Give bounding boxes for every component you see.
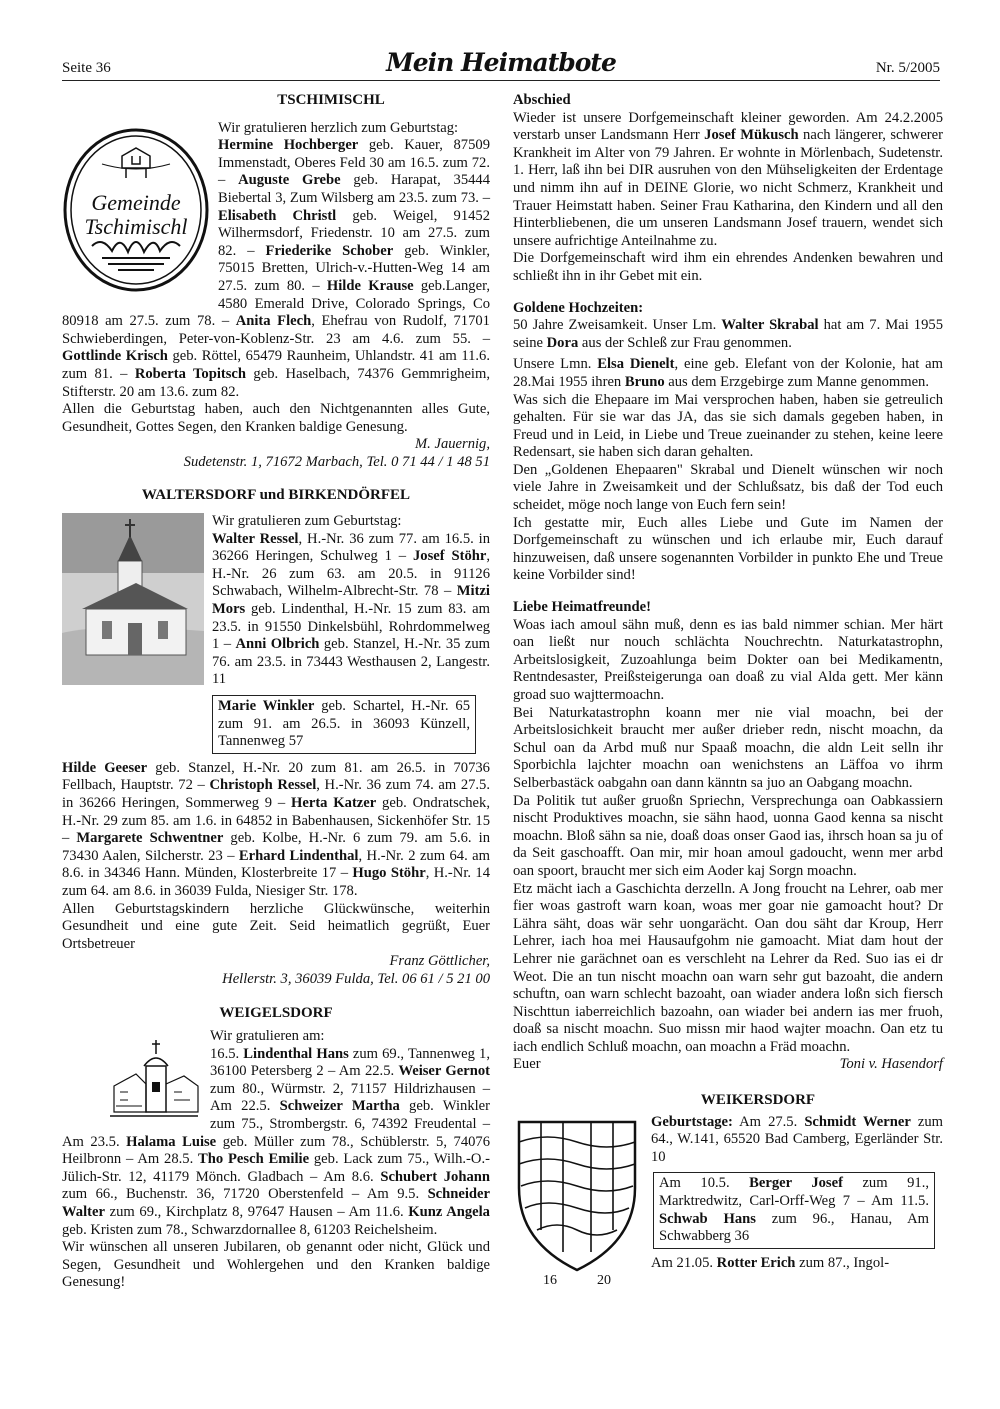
gold-skrabal: 50 Jahre Zweisamkeit. Unser Lm. Walter Skrabal hat am 7. Mai 1955 seine Dora aus der Schleß zur Frau genommen.	[513, 317, 943, 351]
jubilar-name: Roberta Topitsch	[134, 365, 247, 382]
jubilar-name: Erhard Lindenthal	[238, 847, 359, 864]
gemeinde-logo	[62, 126, 210, 294]
village-sketch-icon	[106, 1036, 202, 1120]
heading-liebe-heimatfreunde: Liebe Heimatfreunde!	[513, 599, 651, 616]
tschimischl-signature-address: Sudetenstr. 1, 71672 Marbach, Tel. 0 71 44 / 1 48 51	[183, 453, 490, 470]
jubilar-name: Auguste Grebe	[238, 172, 341, 189]
gold-text-5: Ich gestatte mir, Euch alles Liebe und Gute im Namen der Dorfgemeinschaft zu wünschen und ich erlaube mir, Euch darauf hinzuweisen, daß unsere sogenannten Vorbilder in punkto Ehe und Treue keine Vorbilder sind!	[513, 514, 943, 584]
page-number: Seite 36	[62, 60, 111, 76]
crest-year-right: 20	[597, 1273, 611, 1289]
deceased-name: Josef Mükusch	[704, 127, 799, 144]
tschimischl-birthdays: Hermine Hochberger geb. Kauer, 87509 Immenstadt, Oberes Feld 30 am 16.5. zum 72. – Auguste Grebe geb. Harapat, 35444 Biebertal 3, Zum Wilsberg am 23.5. zum 73. – Elisabeth Christl geb. Weigel, 91452 Wilhermsdorf, Friedenstr. 10 am 27.5. zum 82. – Friederike Schober geb. Winkler, 75015 Bretten, Ulrich-v.-Hutten-Weg 14 am 27.5. zum 80. – Hilde Krause geb.Langer, 4580 Emerald Drive, Colorado Springs, Co 80918 am 27.5. zum 78. – Anita Flech, Ehefrau von Rudolf, 71701 Schwieberdingen, Peter-von-Koblenz-Str. 23 am 4.6. zum 55. – Gottlinde Krisch geb. Röttel, 65479 Raunheim, Uhlandstr. 41 am 11.6. zum 81. – Roberta Topitsch geb. Haselbach, 74376 Gemmrigheim, Stifterstr. 20 am 13.6. zum 82.	[62, 137, 491, 400]
church-image-icon	[62, 513, 204, 685]
dialect-signature: Toni v. Hasendorf	[839, 1056, 943, 1073]
header-rule	[62, 80, 940, 81]
crest-year-left: 16	[543, 1273, 557, 1289]
jubilar-name: Schmidt Werner	[804, 1113, 911, 1130]
page-header	[62, 48, 940, 82]
waltersdorf-signature-name: Franz Göttlicher,	[389, 953, 490, 970]
jubilar-name: Hilde Geeser	[62, 759, 148, 776]
gold-text-3: Was sich die Ehepaare im Mai versprochen haben, haben sie getreulich gehalten. Für sie war das JA, das sie sich damals gegeben haben, in Freud und in Leid, in Liebe und Treue zueinander zu stehen, keine leere Redensart, sie haben sich daran gehalten.	[513, 391, 943, 461]
jubilar-name: Halama Luise	[126, 1133, 217, 1150]
jubilar-name: Gottlinde Krisch	[62, 348, 168, 365]
weigelsdorf-intro: Wir gratulieren am:	[210, 1028, 325, 1045]
jubilar-name: Mitzi Mors	[212, 583, 490, 618]
tschimischl-intro: Wir gratulieren herzlich zum Geburtstag:	[218, 119, 459, 136]
jubilar-name: Rotter Erich	[716, 1254, 796, 1271]
dialect-text-1: Woas iach amoul sähn muß, denn es ias bald nimmer schian. Mer härt oan ließt nur nouch schlächta Nouchrechtn. Naturkatastrophn, Arbeitslosigkeit, Zuzoahlunga beim Dokter oan bei Medikamentn, Rentndesaster, Preißsteigerunga oan doaß zu vial Alda gett. Mer känn groad suo wajttermoachn.	[513, 616, 943, 703]
jubilar-name: Berger Josef	[749, 1175, 843, 1192]
jubilar-name: Anita Flech	[235, 313, 312, 330]
dialect-text-3: Da Politik tut außer gruoßn Spriechn, Versprechunga oan Oabkassiern nischt Produktives moachn, sie sähn haod, uonna Gaod kenna sa nischt moachn. Bloß sähn sa nie, doaß doas onser Gaod ias, ihrsch hoan sa ju of da Seit gaschoafft. Oan mir, mir hoan amoul gadoucht, wenn mer arbd oan spoort, braucht mer sich eim Aoder kaj Sorgn moachn.	[513, 792, 943, 879]
issue-number: Nr. 5/2005	[875, 60, 940, 76]
jubilar-name: Hugo Stöhr	[352, 865, 426, 882]
jubilar-name: Marie Winkler	[218, 698, 315, 714]
highlight-box-winkler: Marie Winkler geb. Schartel, H.-Nr. 65 zum 91. am 26.5. in 36093 Künzell, Tannenweg 57	[212, 695, 476, 754]
jubilar-name: Margarete Schwentner	[76, 830, 224, 847]
abschied-text: Wieder ist unsere Dorfgemeinschaft kleiner geworden. Am 24.2.2005 verstarb unser Landsmann Herr Josef Mükusch nach längerer, schwerer Krankheit im Alter von 79 Jahren. Er wohnte in Mörlenbach, Sudetenstr. 1. Herr, laß ihn bei DIR ausruhen von den Mühseligkeiten der Erdentage und nimm ihn auf in DEINE Glorie, wo nicht Schmerz, Krankheit und Trauer Heimstatt haben. Seiner Frau Katharina, den Kindern und all den Hinterbliebenen, die um unseren Landsmann Josef trauern, wendet sich unsere aufrichtige Anteilnahme zu.	[513, 109, 944, 249]
heading-goldene-hochzeiten: Goldene Hochzeiten:	[513, 299, 644, 316]
weikersdorf-crest	[513, 1118, 641, 1289]
jubilar-name: Elisabeth Christl	[218, 207, 337, 224]
jubilar-name: Schneider Walter	[62, 1186, 490, 1221]
waltersdorf-signature-address: Hellerstr. 3, 36039 Fulda, Tel. 06 61 / 5 21 00	[222, 970, 490, 987]
weigelsdorf-birthdays: 16.5. Lindenthal Hans zum 69., Tannenweg 1, 36100 Petersberg 2 – Am 22.5. Weiser Gernot zum 80., Würmstr. 2, 71157 Hildrizhausen – Am 22.5. Schweizer Martha geb. Winkler zum 75., Strombergstr. 6, 74392 Freudental – Am 23.5. Halama Luise geb. Müller zum 78., Schüblerstr. 5, 74076 Heilbronn – Am 28.5. Tho Pesch Emilie geb. Lack zum 75., Wilh.-O.-Jülich-Str. 12, 41179 Mönch. Gladbach – Am 8.6. Schubert Johann zum 66., Buchenstr. 36, 71720 Oberstenfeld – Am 9.5. Schneider Walter zum 69., Kirchplatz 8, 97647 Hausen – Am 11.6. Kunz Angela geb. Kristen zum 78., Schwarzdornallee 8, 61203 Reichelsheim.	[62, 1045, 491, 1238]
highlight-box-berger: Am 10.5. Berger Josef zum 91., Marktredwitz, Carl-Orff-Weg 7 – Am 11.5. Schwab Hans zum 96., Hanau, Am Schwabberg 36	[653, 1172, 935, 1248]
gold-text-4: Den „Goldenen Ehepaaren" Skrabal und Dienelt wünschen wir noch viele Jahre in Zweisamkeit und der Schlußsatz, bis daß der Tod euch scheidet, möge noch lange von Euch fern sein!	[513, 461, 943, 514]
masthead-logo: Mein Heimatbote	[386, 48, 616, 77]
right-column	[513, 92, 944, 1289]
waltersdorf-birthdays-b: Hilde Geeser geb. Stanzel, H.-Nr. 20 zum 81. am 26.5. in 70736 Fellbach, Hauptstr. 72 – Christoph Ressel, H.-Nr. 36 zum 74. am 27.5. in 36266 Heringen, Sommerweg 9 – Herta Katzer geb. Ondratschek, H.-Nr. 29 zum 85. am 1.6. in 64852 in Babenhausen, Sickenhöfer Str. 15 – Margarete Schwentner geb. Kolbe, H.-Nr. 6 zum 79. am 5.6. in 73430 Aalen, Silcherstr. 23 – Erhard Lindenthal, H.-Nr. 2 zum 64. am 8.6. in 34346 Hann. Münden, Klosterbreite 17 – Hugo Stöhr, H.-Nr. 14 zum 64. am 8.6. in 36039 Fulda, Niesiger Str. 178.	[62, 759, 491, 899]
weikersdorf-birthdays: Geburtstage: Am 27.5. Schmidt Werner zum 64., W.141, 65520 Bad Camberg, Egerländer Str. 10	[651, 1113, 943, 1165]
jubilar-name: Kunz Angela	[408, 1204, 490, 1221]
jubilar-name: Hilde Krause	[326, 277, 414, 294]
jubilar-name: Christoph Ressel	[209, 777, 317, 794]
jubilar-name: Lindenthal Hans	[243, 1045, 349, 1062]
dialect-text-4: Etz mächt iach a Gaschichta derzelln. A Jong froucht na Lehrer, oab mer fier woas gastroft warn koan, woas mer goar nie gamoacht hout? Dr Lährа säht, doas wär sehr uongarächt. Oan dou säht dar Kroup, Herr Lehrer, iach hoa mei Hausaufgohm nie gamoacht. Miat dam hout der Lehrer nie garächnet oan es verschleht na Lehrer da Red. Suo ias ei dr Weot. Die an tun nischt moachn oan warn sehr gut bazoaht, die andern schuftn, oan warn schlecht bazoaht, oan wiader andera loßn sich fiersch Nischttun iaberreichlich bazoahn, oan wiader bei andern ias mer fruoh, doaß sa nischt moachn. Suo missn mir haod wajter moachn. Oan etz tu iach endlich Schluß moachn, oan moachn a Fräd moachn.	[513, 880, 943, 1055]
waltersdorf-birthdays-a: Walter Ressel, H.-Nr. 36 zum 77. am 16.5. in 36266 Heringen, Schulweg 1 – Josef Stöhr, H.-Nr. 26 zum 63. am 20.5. in 91126 Schwabach, Wilhelm-Albrecht-Str. 78 – Mitzi Mors geb. Lindenthal, H.-Nr. 15 zum 83. am 23.5. in 91550 Dinkelsbühl, Rohrdommelweg 1 – Anni Olbrich geb. Stanzel, H.-Nr. 35 zum 76. am 23.5. in 73443 Westhausen 2, Langestr. 11	[212, 530, 491, 688]
jubilar-name: Schubert Johann	[380, 1168, 490, 1185]
tschimischl-signature-name: M. Jauernig,	[415, 436, 490, 453]
jubilar-name: Tho Pesch Emilie	[198, 1151, 310, 1168]
weigelsdorf-closing: Wir wünschen all unseren Jubilaren, ob genannt oder nicht, Glück und Segen, Gesundheit und Wohlergehen und den Kranken baldige Genesung!	[62, 1239, 490, 1291]
section-title-weigelsdorf: WEIGELSDORF	[219, 1004, 333, 1021]
jubilar-name: Josef Stöhr	[412, 548, 487, 565]
waltersdorf-closing: Allen Geburtstagskindern herzliche Glückwünsche, weiterhin Gesundheit und eine gute Zeit. Seid heimatlich gegrüßt, Euer Ortsbetreuer	[62, 900, 490, 952]
tschimischl-closing: Allen die Geburtstag haben, auch den Nichtgenannten alles Gute, Gesundheit, Gottes Segen, den Kranken baldige Genesung.	[62, 401, 490, 435]
weikersdorf-birthdays-2: Am 21.05. Rotter Erich zum 87., Ingol-	[651, 1254, 890, 1271]
left-column	[62, 92, 490, 1292]
waltersdorf-intro: Wir gratulieren zum Geburtstag:	[212, 513, 402, 530]
jubilar-name: Schweizer Martha	[279, 1098, 400, 1115]
heading-abschied: Abschied	[513, 92, 571, 108]
jubilar-name: Friederike Schober	[265, 242, 394, 259]
dialect-text-2: Bei Naturkatastrophn koann mer nie vial moachn, bei der Arbeitslosichkeit braucht mer außer drieber redn, nischt moachn, da Schul oan da Arbd muß nur Spaaß moachn, die aldn Leit selln ihr Sporbichla lajchter moachn oan wenichstens an Läffoa vo ihrm Selberbastäck oabgahn oan dann känntn sa juo an Oabgang moachn.	[513, 704, 943, 791]
coat-of-arms-icon	[513, 1118, 641, 1276]
jubilar-name: Walter Ressel	[212, 530, 299, 547]
section-title-waltersdorf: WALTERSDORF und BIRKENDÖRFEL	[141, 487, 411, 504]
church-photo	[62, 513, 204, 685]
jubilar-name: Anni Olbrich	[235, 636, 320, 653]
jubilar-name: Schwab Hans	[659, 1210, 756, 1227]
gold-dienelt: Unsere Lmn. Elsa Dienelt, eine geb. Elefant von der Kolonie, hat am 28.Mai 1955 ihren Bruno aus dem Erzgebirge zum Manne genommen.	[513, 356, 943, 390]
logo-text-tschimischl: Tschimischl	[84, 213, 188, 239]
dialect-closing: Euer Toni v. Hasendorf	[513, 1056, 943, 1073]
abschied-text-2: Die Dorfgemeinschaft wird ihm ein ehrendes Andenken bewahren und schließt ihn in ihr Gebet mit ein.	[513, 250, 943, 284]
jubilar-name: Herta Katzer	[291, 794, 377, 811]
village-sketch	[106, 1036, 202, 1120]
jubilar-name: Weiser Gernot	[398, 1063, 490, 1080]
logo-text-gemeinde: Gemeinde	[91, 189, 181, 215]
section-title-tschimischl: TSCHIMISCHL	[277, 92, 385, 108]
section-title-weikersdorf: WEIKERSDORF	[700, 1092, 816, 1109]
jubilar-name: Hermine Hochberger	[218, 137, 359, 154]
